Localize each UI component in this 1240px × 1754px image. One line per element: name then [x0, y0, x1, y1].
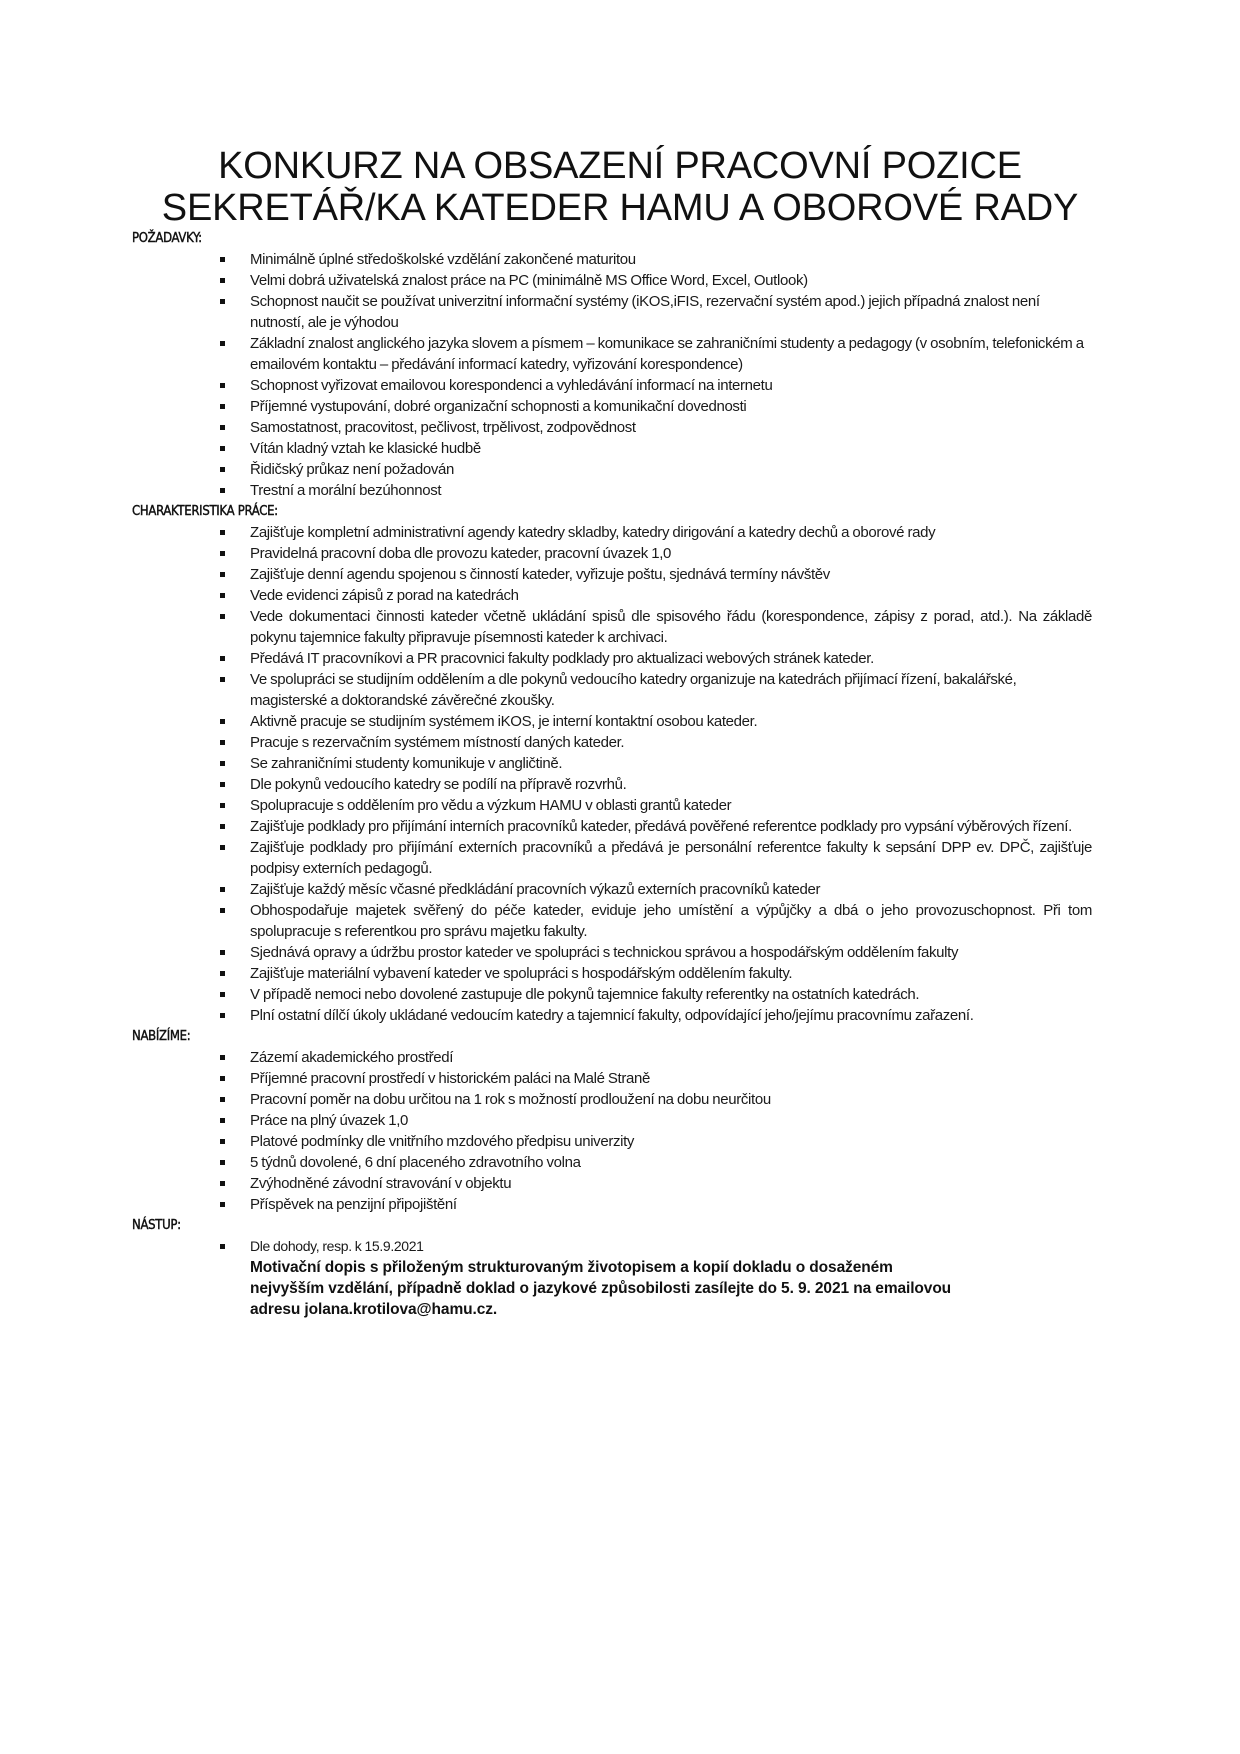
- list-item: 5 týdnů dovolené, 6 dní placeného zdravotního volna: [132, 1152, 1092, 1173]
- list-item: Platové podmínky dle vnitřního mzdového předpisu univerzity: [132, 1131, 1092, 1152]
- list-item: Zajišťuje kompletní administrativní agendy katedry skladby, katedry dirigování a katedry dechů a oborové rady: [132, 522, 1092, 543]
- list-item: Zajišťuje podklady pro přijímání interních pracovníků kateder, předává pověřené referentce podklady pro vypsání výběrových řízení.: [132, 816, 1092, 837]
- document-title: [0, 145, 1240, 229]
- square-bullet-icon: [220, 383, 225, 388]
- list-item: Příjemné pracovní prostředí v historickém paláci na Malé Straně: [132, 1068, 1092, 1089]
- title-line-1: KONKURZ NA OBSAZENÍ PRACOVNÍ POZICE: [218, 145, 1022, 187]
- square-bullet-icon: [220, 908, 225, 913]
- square-bullet-icon: [220, 1181, 225, 1186]
- list-item: Obhospodařuje majetek svěřený do péče kateder, eviduje jeho umístění a výpůjčky a dbá o jeho provozuschopnost. Při tom spolupracuje s referentkou pro správu majetku fakulty.: [132, 900, 1092, 942]
- list-item: Zvýhodněné závodní stravování v objektu: [132, 1173, 1092, 1194]
- section-heading-job-description: CHARAKTERISTIKA PRÁCE:: [132, 504, 278, 519]
- list-item: Pracuje s rezervačním systémem místností daných kateder.: [132, 732, 1092, 753]
- title-line-2: SEKRETÁŘ/KA KATEDER HAMU A OBOROVÉ RADY: [161, 187, 1079, 229]
- square-bullet-icon: [220, 488, 225, 493]
- square-bullet-icon: [220, 299, 225, 304]
- square-bullet-icon: [220, 656, 225, 661]
- list-item: Samostatnost, pracovitost, pečlivost, trpělivost, zodpovědnost: [132, 417, 1092, 438]
- start-date-list: [132, 1236, 1092, 1257]
- section-heading-requirements: POŽADAVKY:: [132, 231, 202, 246]
- list-item: Pravidelná pracovní doba dle provozu kateder, pracovní úvazek 1,0: [132, 543, 1092, 564]
- list-item: V případě nemoci nebo dovolené zastupuje dle pokynů tajemnice fakulty referentky na ostatních katedrách.: [132, 984, 1092, 1005]
- square-bullet-icon: [220, 278, 225, 283]
- list-item: Zajišťuje denní agendu spojenou s činností kateder, vyřizuje poštu, sjednává termíny návštěv: [132, 564, 1092, 585]
- square-bullet-icon: [220, 950, 225, 955]
- square-bullet-icon: [220, 761, 225, 766]
- requirements-list: [132, 249, 1092, 501]
- list-item: Příjemné vystupování, dobré organizační schopnosti a komunikační dovednosti: [132, 396, 1092, 417]
- square-bullet-icon: [220, 719, 225, 724]
- list-item: Aktivně pracuje se studijním systémem iKOS, je interní kontaktní osobou kateder.: [132, 711, 1092, 732]
- list-item: Pracovní poměr na dobu určitou na 1 rok s možností prodloužení na dobu neurčitou: [132, 1089, 1092, 1110]
- list-item: Dle dohody, resp. k 15.9.2021: [132, 1236, 1092, 1257]
- square-bullet-icon: [220, 530, 225, 535]
- square-bullet-icon: [220, 782, 225, 787]
- square-bullet-icon: [220, 1118, 225, 1123]
- square-bullet-icon: [220, 572, 225, 577]
- square-bullet-icon: [220, 824, 225, 829]
- list-item: Schopnost vyřizovat emailovou korespondenci a vyhledávání informací na internetu: [132, 375, 1092, 396]
- list-item: Zajišťuje podklady pro přijímání externích pracovníků a předává je personální referentce fakulty k sepsání DPP ev. DPČ, zajišťuje podpisy externích pedagogů.: [132, 837, 1092, 879]
- list-item: Zajišťuje materiální vybavení kateder ve spolupráci s hospodářským oddělením fakulty.: [132, 963, 1092, 984]
- list-item: Vede dokumentaci činnosti kateder včetně ukládání spisů dle spisového řádu (korespondence, zápisy z porad, atd.). Na základě pokynu tajemnice fakulty připravuje písemnosti kateder k archivaci.: [132, 606, 1092, 648]
- list-item: Schopnost naučit se používat univerzitní informační systémy (iKOS,iFIS, rezervační systém apod.) jejich případná znalost není nutností, ale je výhodou: [132, 291, 1092, 333]
- square-bullet-icon: [220, 887, 225, 892]
- job-description-list: [132, 522, 1092, 1026]
- list-item: Se zahraničními studenty komunikuje v angličtině.: [132, 753, 1092, 774]
- square-bullet-icon: [220, 425, 225, 430]
- list-item: Předává IT pracovníkovi a PR pracovnici fakulty podklady pro aktualizaci webových stránek kateder.: [132, 648, 1092, 669]
- list-item: Dle pokynů vedoucího katedry se podílí na přípravě rozvrhů.: [132, 774, 1092, 795]
- square-bullet-icon: [220, 1160, 225, 1165]
- list-item: Ve spolupráci se studijním oddělením a dle pokynů vedoucího katedry organizuje na katedrách přijímací řízení, bakalářské, magisterské a doktorandské závěrečné zkoušky.: [132, 669, 1092, 711]
- square-bullet-icon: [220, 677, 225, 682]
- square-bullet-icon: [220, 551, 225, 556]
- list-item: Řidičský průkaz není požadován: [132, 459, 1092, 480]
- list-item: Příspěvek na penzijní připojištění: [132, 1194, 1092, 1215]
- list-item: Plní ostatní dílčí úkoly ukládané vedoucím katedry a tajemnicí fakulty, odpovídající jeho/jejímu pracovnímu zařazení.: [132, 1005, 1092, 1026]
- square-bullet-icon: [220, 971, 225, 976]
- list-item: Zázemí akademického prostředí: [132, 1047, 1092, 1068]
- list-item: Minimálně úplné středoškolské vzdělání zakončené maturitou: [132, 249, 1092, 270]
- list-item: Sjednává opravy a údržbu prostor kateder ve spolupráci s technickou správou a hospodářským oddělením fakulty: [132, 942, 1092, 963]
- list-item: Vede evidenci zápisů z porad na katedrách: [132, 585, 1092, 606]
- square-bullet-icon: [220, 1097, 225, 1102]
- list-item: Vítán kladný vztah ke klasické hudbě: [132, 438, 1092, 459]
- square-bullet-icon: [220, 341, 225, 346]
- square-bullet-icon: [220, 1202, 225, 1207]
- square-bullet-icon: [220, 992, 225, 997]
- application-instructions: Motivační dopis s přiloženým strukturovaným životopisem a kopií dokladu o dosaženém nejvyšším vzdělání, případně doklad o jazykové způsobilosti zasílejte do 5. 9. 2021 na emailovou adresu jolana.krotilova@hamu.cz.: [250, 1259, 952, 1318]
- list-item: Práce na plný úvazek 1,0: [132, 1110, 1092, 1131]
- benefits-list: [132, 1047, 1092, 1215]
- square-bullet-icon: [220, 446, 225, 451]
- square-bullet-icon: [220, 257, 225, 262]
- list-item: Velmi dobrá uživatelská znalost práce na PC (minimálně MS Office Word, Excel, Outlook): [132, 270, 1092, 291]
- square-bullet-icon: [220, 1013, 225, 1018]
- square-bullet-icon: [220, 1244, 225, 1249]
- square-bullet-icon: [220, 404, 225, 409]
- list-item: Základní znalost anglického jazyka slovem a písmem – komunikace se zahraničními studenty a pedagogy (v osobním, telefonickém a emailovém kontaktu – předávání informací katedry, vyřizování korespondence): [132, 333, 1092, 375]
- list-item: Zajišťuje každý měsíc včasné předkládání pracovních výkazů externích pracovníků kateder: [132, 879, 1092, 900]
- list-item: Spolupracuje s oddělením pro vědu a výzkum HAMU v oblasti grantů kateder: [132, 795, 1092, 816]
- document-body: [132, 228, 1092, 1320]
- list-item: Trestní a morální bezúhonnost: [132, 480, 1092, 501]
- square-bullet-icon: [220, 740, 225, 745]
- square-bullet-icon: [220, 614, 225, 619]
- section-heading-start-date: NÁSTUP:: [132, 1218, 181, 1233]
- square-bullet-icon: [220, 1076, 225, 1081]
- square-bullet-icon: [220, 1139, 225, 1144]
- square-bullet-icon: [220, 593, 225, 598]
- square-bullet-icon: [220, 803, 225, 808]
- square-bullet-icon: [220, 467, 225, 472]
- square-bullet-icon: [220, 845, 225, 850]
- section-heading-we-offer: NABÍZÍME:: [132, 1029, 191, 1044]
- square-bullet-icon: [220, 1055, 225, 1060]
